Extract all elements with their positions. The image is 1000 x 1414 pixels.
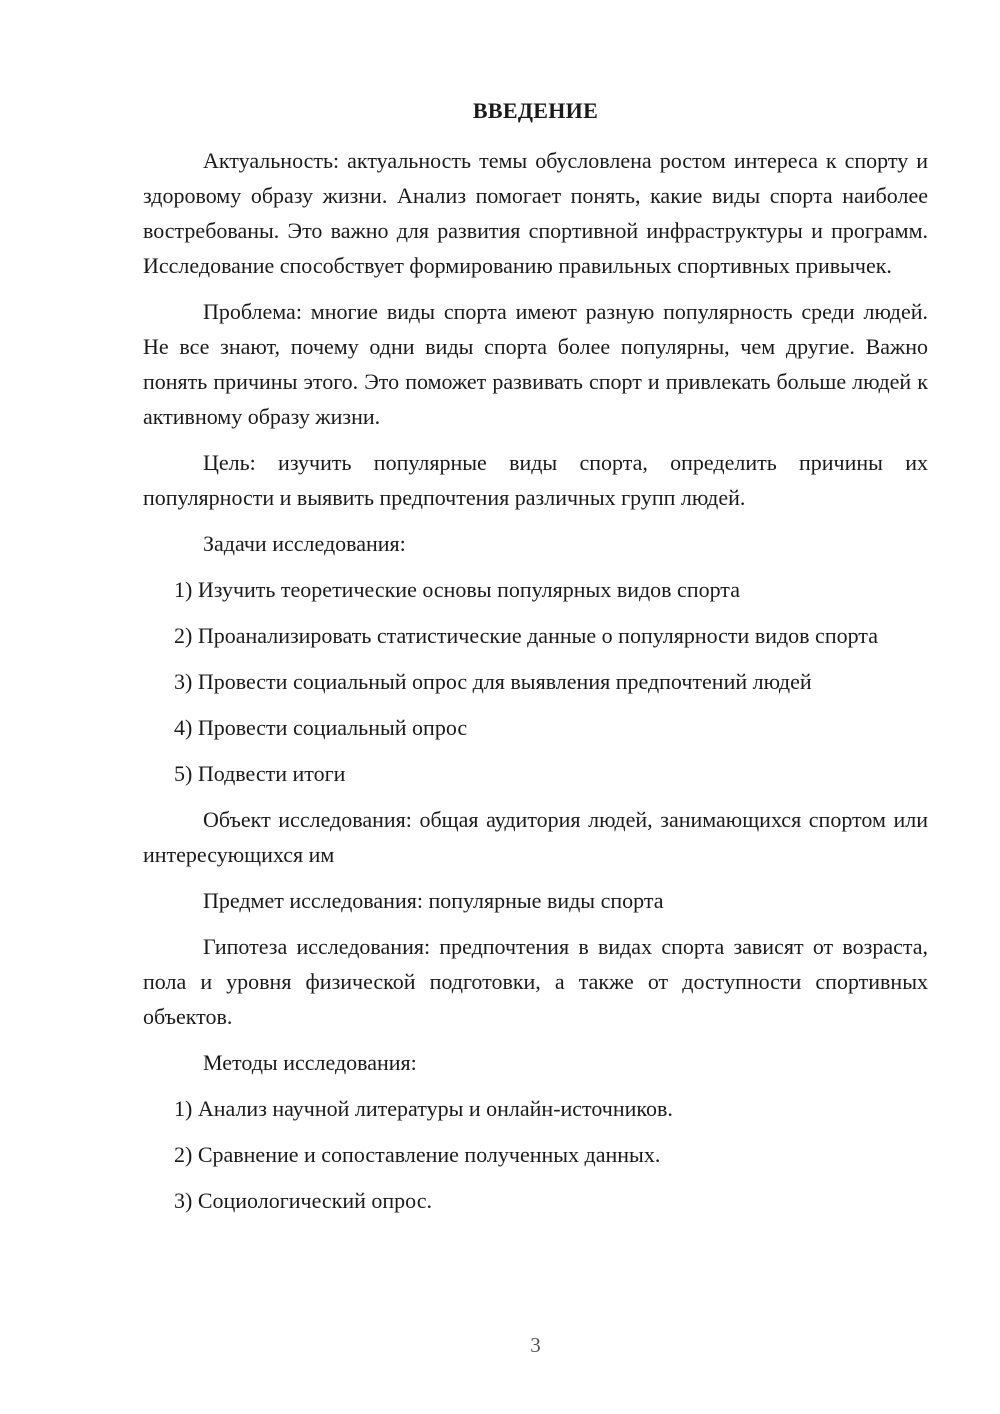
- task-item: 3) Провести социальный опрос для выявления предпочтений людей: [174, 669, 812, 694]
- task-item: 5) Подвести итоги: [174, 761, 346, 786]
- object-paragraph: Объект исследования: общая аудитория людей, занимающихся спортом или интересующихся им: [143, 807, 928, 867]
- problem-paragraph: Проблема: многие виды спорта имеют разную популярность среди людей. Не все знают, почему одни виды спорта более популярны, чем другие. Важно понять причины этого. Это поможет развивать спорт и привлекать больше людей к активному образу жизни.: [143, 299, 928, 429]
- task-item: 1) Изучить теоретические основы популярных видов спорта: [174, 577, 740, 602]
- document-body: [143, 143, 928, 1229]
- relevance-paragraph: Актуальность: актуальность темы обусловлена ростом интереса к спорту и здоровому образу жизни. Анализ помогает понять, какие виды спорта наиболее востребованы. Это важно для развития спортивной инфраструктуры и программ. Исследование способствует формированию правильных спортивных привычек.: [143, 148, 928, 278]
- task-item: 2) Проанализировать статистические данные о популярности видов спорта: [174, 623, 878, 648]
- goal-paragraph: Цель: изучить популярные виды спорта, определить причины их популярности и выявить предпочтения различных групп людей.: [143, 450, 928, 510]
- method-item: 1) Анализ научной литературы и онлайн-источников.: [174, 1096, 673, 1121]
- tasks-title: Задачи исследования:: [203, 531, 406, 556]
- page-title: ВВЕДЕНИЕ: [472, 98, 599, 123]
- page-number: 3: [530, 1333, 541, 1357]
- hypothesis-paragraph: Гипотеза исследования: предпочтения в видах спорта зависят от возраста, пола и уровня физической подготовки, а также от доступности спортивных объектов.: [143, 934, 928, 1029]
- method-item: 2) Сравнение и сопоставление полученных данных.: [174, 1142, 661, 1167]
- methods-title: Методы исследования:: [203, 1050, 417, 1075]
- subject-paragraph: Предмет исследования: популярные виды спорта: [203, 888, 664, 913]
- method-item: 3) Социологический опрос.: [174, 1188, 432, 1213]
- task-item: 4) Провести социальный опрос: [174, 715, 468, 740]
